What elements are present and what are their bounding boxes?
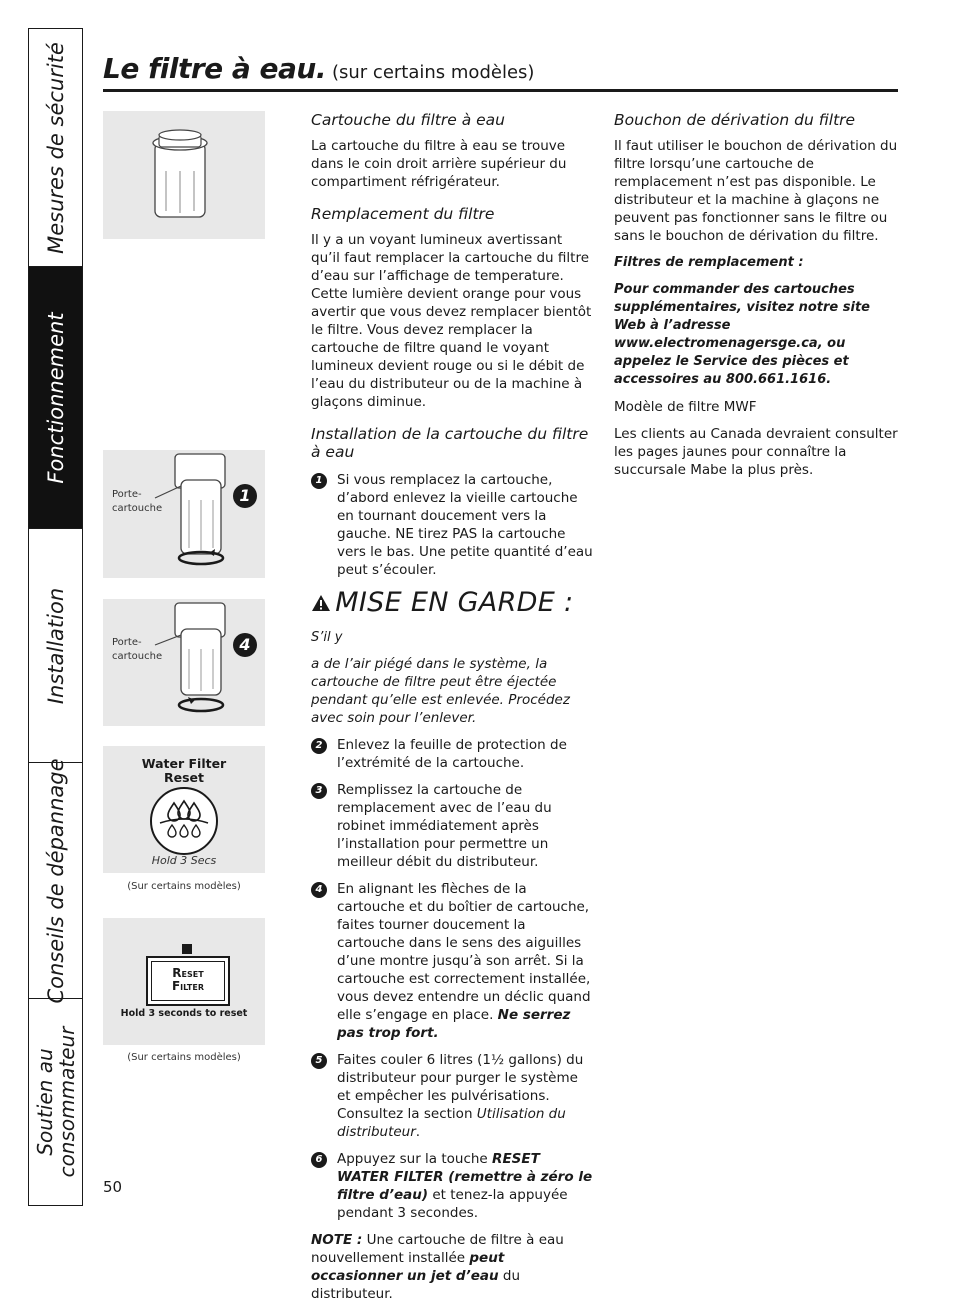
- step-number: 3: [311, 783, 327, 799]
- tab-label: Mesures de sécurité: [43, 41, 68, 254]
- step-text-end: et tenez-la appuyée pendant 3 secondes.: [337, 1187, 568, 1221]
- filtres-label: Filtres de remplacement :: [614, 255, 804, 270]
- heading-bouchon: Bouchon de dérivation du filtre: [614, 111, 856, 129]
- main-column: [311, 111, 593, 1312]
- tab-label-line1: Soutien au: [32, 1048, 57, 1156]
- note-text: Une cartouche de filtre à eau nouvellement installée: [311, 1232, 564, 1266]
- modele-filtre: Modèle de filtre MWF: [614, 399, 757, 415]
- tab-label: Conseils de dépannage: [43, 757, 68, 1004]
- step-number: 2: [311, 738, 327, 754]
- step-5: 5 Faites couler 6 litres (1½ gallons) du distributeur pour purger le système et empêcher les pulvérisations. Consultez la section Utilisation du distributeur.: [311, 1051, 593, 1141]
- heading-installation: Installation de la cartouche du filtre à eau: [311, 425, 589, 461]
- canada-text: Les clients au Canada devraient consulter les pages jaunes pour connaître la succursale Mabe la plus près.: [614, 426, 898, 478]
- right-column: [614, 111, 898, 488]
- step-6: [311, 1150, 593, 1222]
- reset-filter-button[interactable]: [150, 787, 218, 855]
- warning-lead: S’il y: [311, 630, 343, 645]
- reset-filter-key[interactable]: [146, 956, 230, 1006]
- reset-panel-title: Water Filter Reset: [141, 756, 227, 785]
- title-rule: [103, 89, 898, 92]
- tab-mesures-de-securite[interactable]: [29, 29, 82, 267]
- para-bouchon: Il faut utiliser le bouchon de dérivation du filtre lorsqu’une cartouche de remplacement n’est pas disponible. Le distributeur et la machine à glaçons ne peuvent pas fonctionner sans le filtre ou sans le bouchon de dérivation du filtre.: [614, 138, 898, 244]
- tab-fonctionnement[interactable]: [29, 267, 82, 529]
- step-number: 1: [311, 473, 327, 489]
- heading-cartouche: Cartouche du filtre à eau: [311, 111, 505, 129]
- page-title-main: Le filtre à eau.: [103, 52, 326, 85]
- reset-key-line1: Reset: [172, 966, 204, 980]
- step-text-bold: Ne serrez pas trop fort.: [337, 1007, 571, 1041]
- tab-conseils-de-depannage[interactable]: [29, 757, 82, 1004]
- commander-text: Pour commander des cartouches supplémentaires, visitez notre site Web à l’adresse www.electromenagersge.ca, ou appelez le Service des pièces et accessoires au 800.661.1616.: [614, 282, 870, 387]
- step-text: Remplissez la cartouche de remplacement avec de l’eau du robinet immédiatement après l’installation pour permettre un meilleur débit du distributeur.: [337, 782, 552, 870]
- tab-installation[interactable]: [29, 529, 82, 763]
- porte-cartouche-label: Porte- cartouche: [112, 489, 163, 514]
- para-cartouche: La cartouche du filtre à eau se trouve dans le coin droit arrière supérieur du compartiment réfrigérateur.: [311, 138, 567, 190]
- water-filter-reset-panel: [103, 746, 265, 873]
- step-1: [311, 471, 593, 579]
- indicator-light: [182, 944, 192, 954]
- warning-title: MISE EN GARDE :: [335, 587, 574, 618]
- para-remplacement: Il y a un voyant lumineux avertissant qu’il faut remplacer la cartouche du filtre d’eau sur l’affichage de temperature. Cette lumière devient orange pour vous avertir que vous devez remplacer bientôt le filtre. Vous devez remplacer la cartouche de filtre quand le voyant lumineux devient rouge ou si le débit de l’eau du distributeur ou de la machine à glaçons diminue.: [311, 232, 592, 410]
- step-number: 5: [311, 1053, 327, 1069]
- note: [311, 1231, 593, 1303]
- page-title-subtitle: (sur certains modèles): [332, 62, 535, 83]
- step-text-bold: RESET WATER FILTER (remettre à zéro le filtre d’eau): [337, 1151, 593, 1203]
- step-number: 4: [311, 882, 327, 898]
- step-text: Faites couler 6 litres (1½ gallons) du distributeur pour purger le système et empêcher les pulvérisations. Consultez la section: [337, 1052, 584, 1122]
- tab-label: [34, 1027, 78, 1178]
- cartridge-step1-image: [103, 450, 265, 578]
- page-title: [103, 52, 534, 85]
- page-number: 50: [103, 1178, 123, 1196]
- step-3: [311, 781, 593, 871]
- cartridge-step4-image: [103, 599, 265, 726]
- filter-cartridge-image: [103, 111, 265, 239]
- reset-hold-text: Hold 3 seconds to reset: [120, 1008, 248, 1019]
- water-drops-icon: [152, 789, 216, 853]
- note-bold: peut occasionner un jet d’eau: [311, 1250, 505, 1284]
- tab-label: Fonctionnement: [43, 311, 68, 484]
- warning-triangle-icon: [311, 594, 331, 612]
- reset-key-line2: Filter: [171, 979, 205, 993]
- step-text: Appuyez sur la touche: [337, 1151, 488, 1167]
- porte-cartouche-label: Porte- cartouche: [112, 637, 163, 662]
- step-4: [311, 880, 593, 1042]
- note-end: du distributeur.: [311, 1268, 521, 1302]
- note-label: NOTE :: [311, 1232, 363, 1248]
- tab-label-line2: consommateur: [54, 1026, 79, 1178]
- side-tabs: [28, 28, 83, 1206]
- step-number: 6: [311, 1152, 327, 1168]
- caption-models: (Sur certains modèles): [127, 881, 241, 892]
- tab-label: Installation: [43, 587, 68, 704]
- step-text: En alignant les flèches de la cartouche et du boîtier de cartouche, faites tourner doucement la cartouche dans le sens des aiguilles d’une montre jusqu’à son arrêt. Si la cartouche est correctement installée, vous devez entendre un déclic quand elle s’engage en place.: [337, 881, 591, 1023]
- warning-heading: [311, 588, 593, 653]
- step-badge: 4: [233, 633, 257, 657]
- step-text: Enlevez la feuille de protection de l’extrémité de la cartouche.: [337, 737, 567, 771]
- reset-hold-label: Hold 3 Secs: [151, 854, 217, 867]
- step-badge: 1: [233, 484, 257, 508]
- reset-filter-key-panel: [103, 918, 265, 1045]
- warning-text: a de l’air piégé dans le système, la cartouche de filtre peut être éjectée pendant qu’elle est enlevée. Procédez avec soin pour l’enlever.: [311, 656, 570, 726]
- heading-remplacement: Remplacement du filtre: [311, 205, 495, 223]
- cartridge-icon: [103, 111, 265, 239]
- tab-soutien-au-consommateur[interactable]: [29, 999, 82, 1205]
- caption-models: (Sur certains modèles): [127, 1052, 241, 1063]
- step-2: [311, 736, 593, 772]
- step-text-italic: Utilisation du distributeur: [337, 1106, 566, 1140]
- step-text: Si vous remplacez la cartouche, d’abord enlevez la vieille cartouche en tournant doucement vers la gauche. NE tirez PAS la cartouche vers le bas. Une petite quantité d’eau peut s’écouler.: [337, 472, 593, 578]
